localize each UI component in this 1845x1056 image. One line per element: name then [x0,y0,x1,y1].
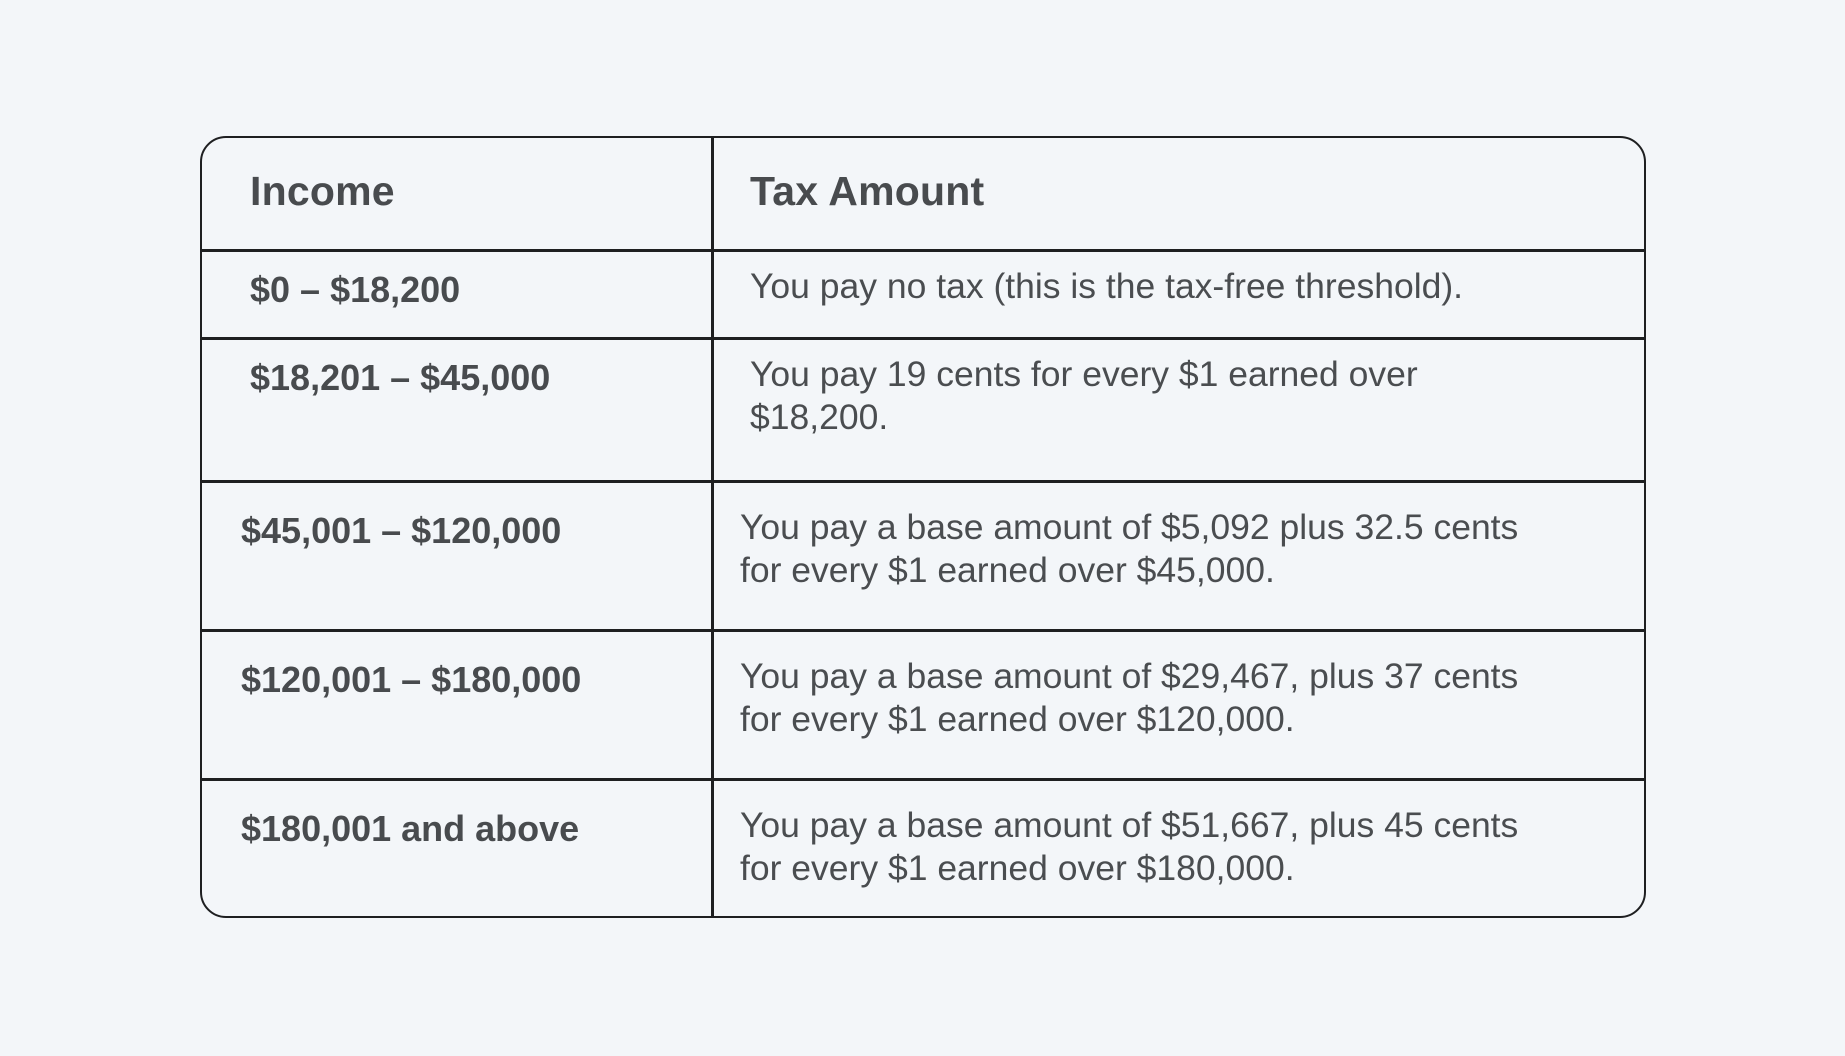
tax-amount-3 [714,506,1644,592]
tax-amount-1 [714,265,1644,308]
income-range-5: $180,001 and above [241,808,580,849]
tax-amount-2 [714,353,1644,439]
row-divider [202,249,1644,252]
header-income: Income [250,168,395,214]
tax-amount-5-line1: You pay a base amount of $51,667, plus 45 cents [740,805,1519,845]
income-range-3: $45,001 – $120,000 [241,510,562,551]
income-range-2: $18,201 – $45,000 [250,357,551,398]
tax-amount-4-line1: You pay a base amount of $29,467, plus 37 cents [740,656,1519,696]
tax-amount-4-line2: for every $1 earned over $120,000. [740,699,1295,739]
tax-amount-2-line1: You pay 19 cents for every $1 earned over [750,354,1418,394]
tax-bracket-table [200,136,1646,918]
tax-amount-4 [714,655,1644,741]
tax-amount-5-line2: for every $1 earned over $180,000. [740,848,1295,888]
header-tax-amount: Tax Amount [750,168,985,214]
row-divider [202,629,1644,632]
income-range-4: $120,001 – $180,000 [241,659,582,700]
row-divider [202,480,1644,483]
tax-amount-5 [714,804,1644,890]
tax-amount-2-line2: $18,200. [750,397,889,437]
row-divider [202,337,1644,340]
tax-amount-3-line1: You pay a base amount of $5,092 plus 32.5 cents [740,507,1519,547]
tax-amount-3-line2: for every $1 earned over $45,000. [740,550,1275,590]
tax-amount-1-line1: You pay no tax (this is the tax-free threshold). [750,266,1464,306]
income-range-1: $0 – $18,200 [250,269,461,310]
row-divider [202,778,1644,781]
